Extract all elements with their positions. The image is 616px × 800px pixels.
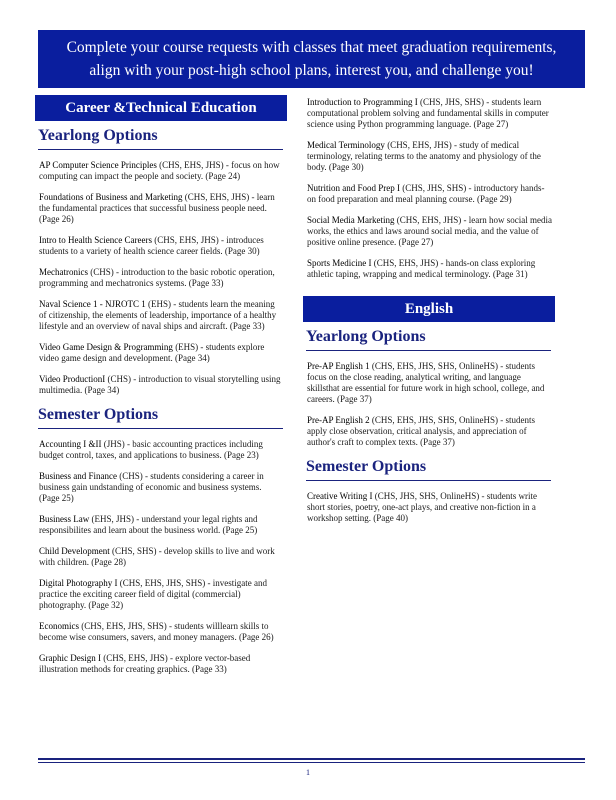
course-description: (EHS) - students explore video game design and development. (Page 34) (39, 342, 265, 363)
course-title: Pre-AP English 2 (307, 415, 370, 425)
course-title: Medical Terminology (307, 140, 385, 150)
course-description: (CHS, SHS) - develop skills to live and work with children. (Page 28) (39, 546, 275, 567)
course-description: (JHS) - basic accounting practices including budget control, taxes, and applications to business. (Page 23) (39, 439, 263, 460)
course-description: (CHS, EHS, JHS) - introduces students to a variety of health science career fields. (Page 30) (39, 235, 264, 256)
course-description: (CHS, EHS, JHS) - hands-on class exploring athletic taping, wrapping and medical terminology. (Page 31) (307, 258, 536, 279)
course-title: Intro to Health Science Careers (39, 235, 152, 245)
course-entry (39, 235, 284, 257)
course-entry (39, 546, 284, 568)
cte-semester-list (39, 439, 284, 675)
course-entry (39, 192, 284, 225)
course-title: Sports Medicine I (307, 258, 372, 268)
course-title: Digital Photography I (39, 578, 118, 588)
course-description: (EHS) - students learn the meaning of citizenship, the elements of leadership, importance of a healthy lifestyle and an overview of naval ships and aircraft. (Page 33) (39, 299, 277, 331)
page-number: 1 (306, 768, 310, 777)
course-entry (39, 439, 284, 461)
course-title: Introduction to Programming I (307, 97, 418, 107)
course-description: (EHS, JHS) - understand your legal rights and responsibilites and learn about the business world. (Page 25) (39, 514, 258, 535)
course-entry (39, 299, 284, 332)
course-title: Video ProductionI (39, 374, 106, 384)
course-description: (CHS, EHS, JHS) - learn how social media works, the ethics and laws around social media, and the value of positive online presence. (Page 27) (307, 215, 552, 247)
course-entry (39, 267, 284, 289)
english-semester-heading: Semester Options (306, 458, 551, 481)
english-header: English (303, 296, 555, 322)
course-entry (307, 183, 552, 205)
course-description: (CHS, EHS, JHS, SHS, OnlineHS) - students apply close observation, critical analysis, and appreciation of author's craft to complex texts. (Page 37) (307, 415, 535, 447)
cte-semester-continued-list (307, 97, 552, 280)
left-column (35, 95, 287, 685)
course-description: (CHS, JHS, SHS) - students learn computational problem solving and fundamental skills in computer science using Python programming language. (Page 27) (307, 97, 549, 129)
course-title: Business and Finance (39, 471, 117, 481)
course-entry (307, 361, 552, 405)
course-entry (307, 97, 552, 130)
course-entry (39, 621, 284, 643)
course-description: (CHS, EHS, JHS) - focus on how computing can impact the people and society. (Page 24) (39, 160, 280, 181)
intro-banner (38, 30, 585, 88)
course-title: AP Computer Science Principles (39, 160, 157, 170)
course-title: Video Game Design & Programming (39, 342, 173, 352)
course-entry (307, 415, 552, 448)
course-entry (39, 471, 284, 504)
course-entry (39, 374, 284, 396)
course-title: Naval Science 1 - NJROTC 1 (39, 299, 146, 309)
course-description: (CHS) - introduction to the basic robotic operation, programming and mechatronics systems. (Page 33) (39, 267, 275, 288)
footer-rule (38, 758, 585, 763)
course-description: (CHS) - students considering a career in business gain undstanding of economic and business systems. (Page 25) (39, 471, 264, 503)
course-description: (CHS, JHS, SHS) - introductory hands-on food preparation and meal planning course. (Page 29) (307, 183, 545, 204)
course-title: Creative Writing I (307, 491, 373, 501)
banner-line-1: Complete your course requests with classes that meet graduation requirements, (66, 39, 557, 56)
course-description: (CHS, EHS, JHS, SHS, OnlineHS) - students focus on the close reading, analytical writing, and language skillsthat are essential for future work in high school, college, and careers. (Page 37) (307, 361, 545, 404)
course-entry (307, 258, 552, 280)
course-description: (CHS) - introduction to visual storytelling using multimedia. (Page 34) (39, 374, 281, 395)
course-title: Mechatronics (39, 267, 88, 277)
course-title: Economics (39, 621, 79, 631)
cte-yearlong-heading: Yearlong Options (38, 127, 283, 150)
course-entry (39, 514, 284, 536)
course-description: (CHS, EHS, JHS) - explore vector-based illustration methods for creating graphics. (Page 33) (39, 653, 251, 674)
right-column (303, 95, 555, 534)
course-entry (39, 342, 284, 364)
course-entry (39, 578, 284, 611)
course-entry (307, 215, 552, 248)
english-semester-list (307, 491, 552, 524)
course-title: Business Law (39, 514, 90, 524)
course-description: (CHS, EHS, JHS, SHS) - students willlearn skills to become wise consumers, savers, and money managers. (Page 26) (39, 621, 274, 642)
course-description: (CHS, EHS, JHS, SHS) - investigate and practice the exciting career field of digital (commercial) photography. (Page 32) (39, 578, 268, 610)
cte-yearlong-list (39, 160, 284, 396)
cte-semester-heading: Semester Options (38, 406, 283, 429)
course-description: (CHS, EHS, JHS) - learn the fundamental practices that successful business people need. (Page 26) (39, 192, 275, 224)
course-title: Foundations of Business and Marketing (39, 192, 183, 202)
cte-header: Career &Technical Education (35, 95, 287, 121)
course-entry (307, 140, 552, 173)
course-description: (CHS, JHS, SHS, OnlineHS) - students write short stories, poetry, one-act plays, and creative non-fiction in a workshop setting. (Page 40) (307, 491, 537, 523)
course-title: Graphic Design I (39, 653, 101, 663)
course-title: Social Media Marketing (307, 215, 395, 225)
english-yearlong-heading: Yearlong Options (306, 328, 551, 351)
course-title: Nutrition and Food Prep I (307, 183, 400, 193)
course-description: (CHS, EHS, JHS) - study of medical terminology, relating terms to the anatomy and physiology of the body. (Page 30) (307, 140, 541, 172)
course-entry (307, 491, 552, 524)
course-title: Pre-AP English 1 (307, 361, 370, 371)
course-title: Child Development (39, 546, 110, 556)
course-entry (39, 653, 284, 675)
course-entry (39, 160, 284, 182)
banner-line-2: align with your post-high school plans, interest you, and challenge you! (89, 62, 534, 79)
course-title: Accounting I &II (39, 439, 102, 449)
english-yearlong-list (307, 361, 552, 448)
